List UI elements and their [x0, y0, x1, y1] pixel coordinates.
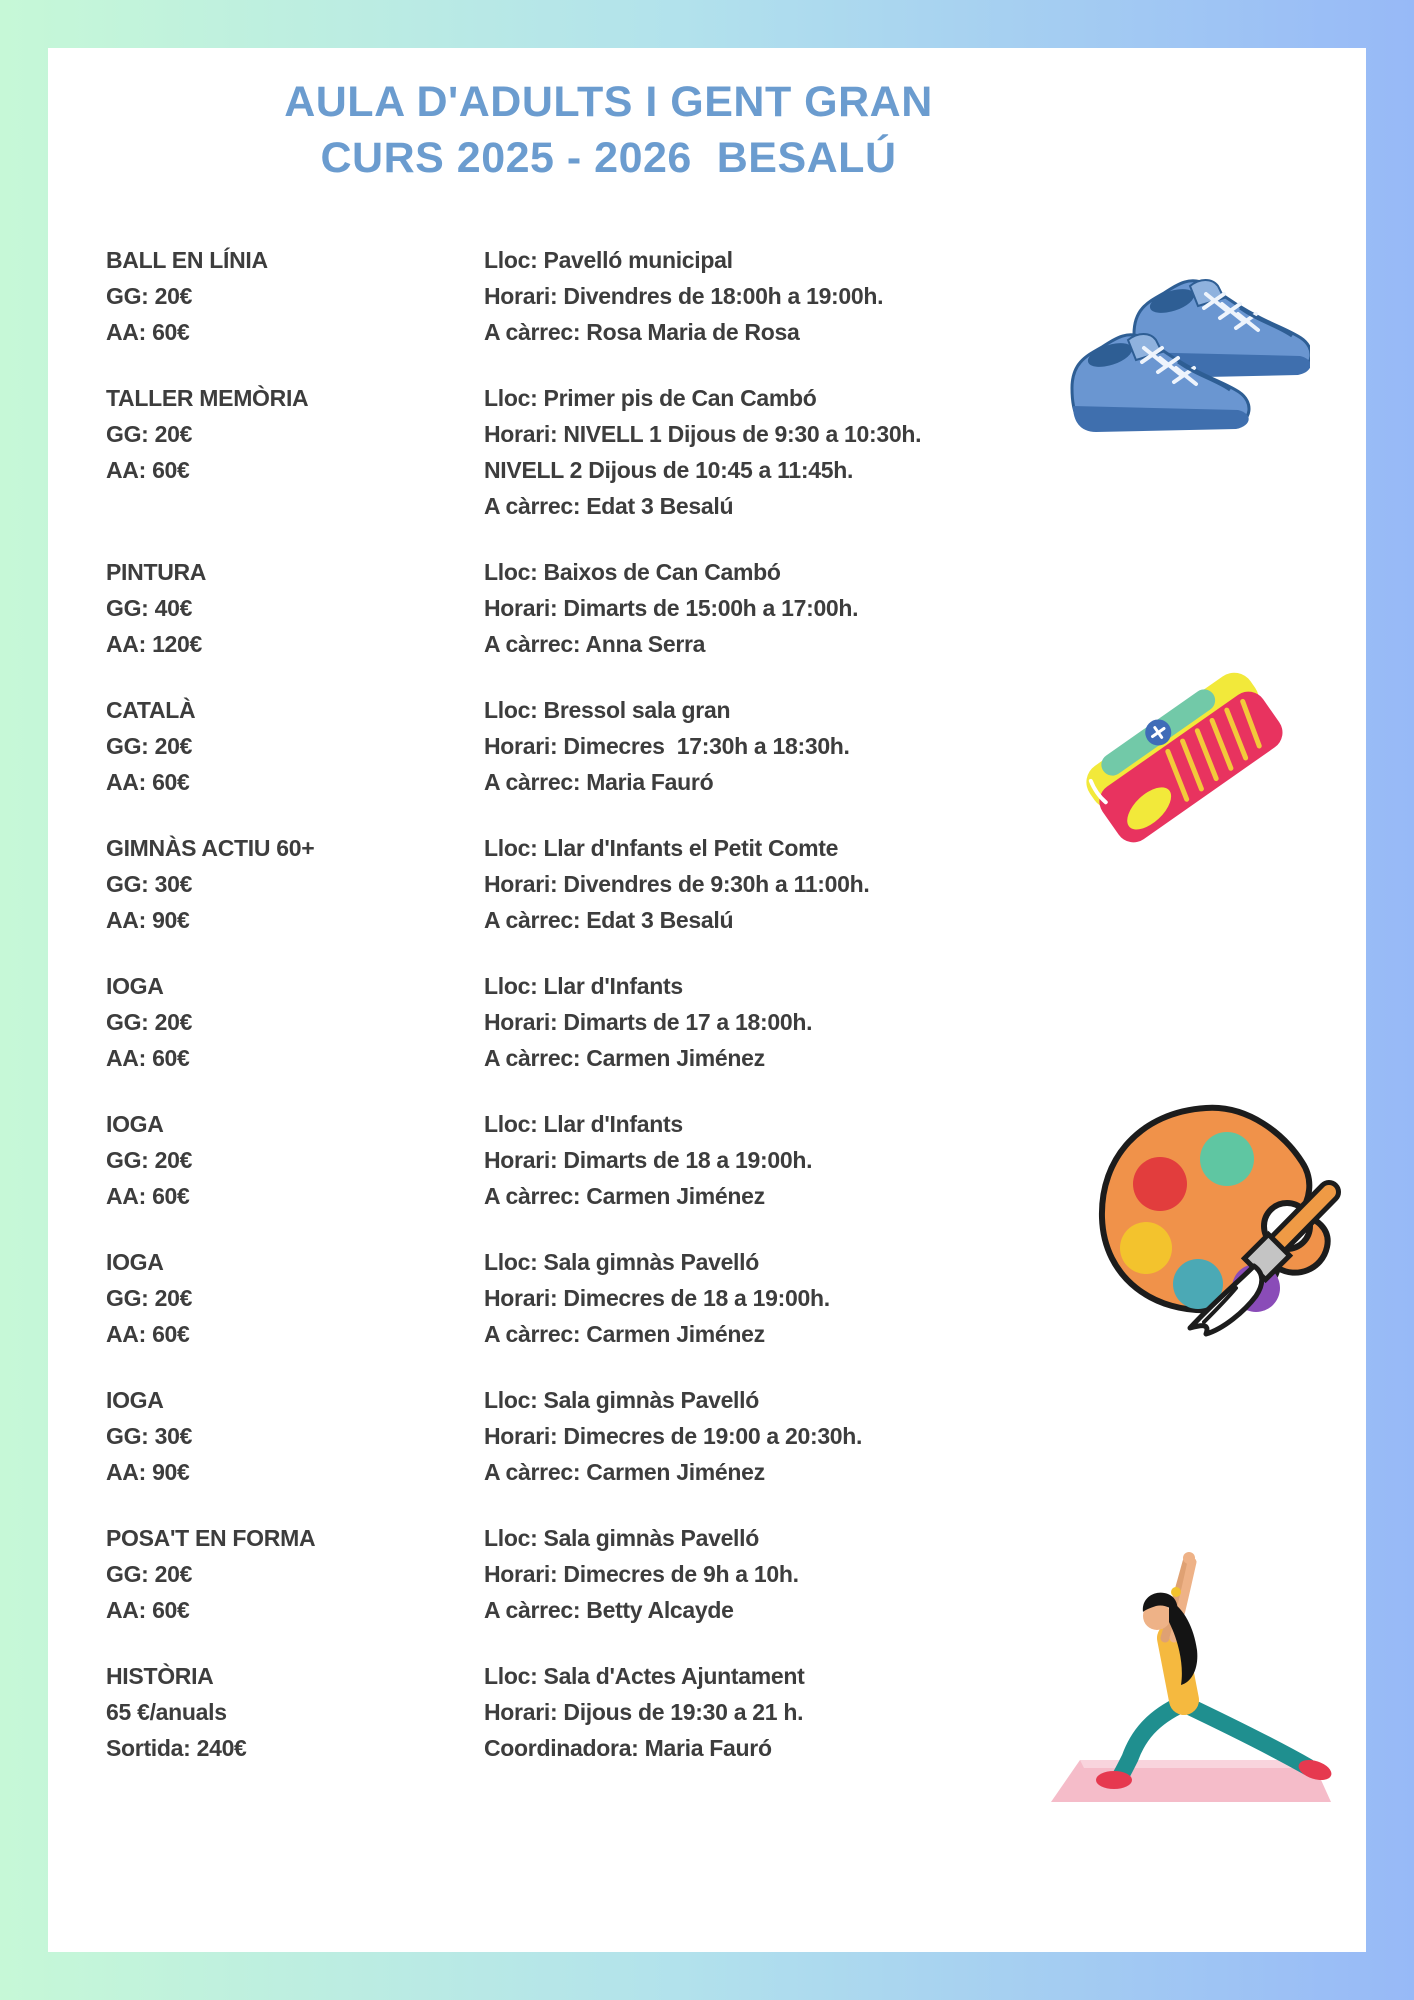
- course-detail: Horari: Dimarts de 15:00h a 17:00h.: [484, 595, 859, 621]
- course-detail: Lloc: Sala gimnàs Pavelló: [484, 1525, 759, 1551]
- course-name: IOGA: [106, 1111, 164, 1137]
- flyer-header: [106, 74, 1111, 186]
- course-name: TALLER MEMÒRIA: [106, 385, 309, 411]
- course-block: [106, 1106, 1116, 1214]
- course-price: AA: 60€: [106, 769, 190, 795]
- sneakers-illustration: [1058, 266, 1310, 448]
- course-detail: Horari: Divendres de 9:30h a 11:00h.: [484, 871, 870, 897]
- course-details: [484, 830, 1084, 938]
- course-left-column: [106, 242, 484, 350]
- course-details: [484, 968, 1084, 1076]
- course-block: [106, 554, 1116, 662]
- course-price: AA: 60€: [106, 319, 190, 345]
- sharpener-illustration: [1080, 668, 1305, 863]
- course-detail: A càrrec: Carmen Jiménez: [484, 1183, 765, 1209]
- course-details: [484, 1658, 1084, 1766]
- course-block: [106, 380, 1116, 524]
- course-details: [484, 1244, 1084, 1352]
- course-block: [106, 242, 1116, 350]
- course-price: GG: 20€: [106, 421, 193, 447]
- course-price: GG: 30€: [106, 1423, 193, 1449]
- course-price: GG: 20€: [106, 1147, 193, 1173]
- course-name: GIMNÀS ACTIU 60+: [106, 835, 315, 861]
- course-price: GG: 20€: [106, 1561, 193, 1587]
- course-detail: Horari: Dimecres 17:30h a 18:30h.: [484, 733, 850, 759]
- course-details: [484, 1106, 1084, 1214]
- course-price: AA: 60€: [106, 1597, 190, 1623]
- course-price: GG: 20€: [106, 733, 193, 759]
- course-left-column: [106, 692, 484, 800]
- course-price: Sortida: 240€: [106, 1735, 247, 1761]
- course-list: [106, 242, 1116, 1766]
- course-left-column: [106, 1106, 484, 1214]
- course-details: [484, 554, 1084, 662]
- course-detail: Horari: Dimarts de 18 a 19:00h.: [484, 1147, 813, 1173]
- course-block: [106, 1658, 1116, 1766]
- course-details: [484, 380, 1084, 524]
- course-name: CATALÀ: [106, 697, 196, 723]
- course-block: [106, 830, 1116, 938]
- palette-illustration: [1086, 1096, 1344, 1338]
- course-detail: Horari: Dimecres de 18 a 19:00h.: [484, 1285, 830, 1311]
- yoga-illustration: [1026, 1546, 1356, 1808]
- course-detail: A càrrec: Edat 3 Besalú: [484, 493, 734, 519]
- course-detail: Coordinadora: Maria Fauró: [484, 1735, 772, 1761]
- course-name: BALL EN LÍNIA: [106, 247, 268, 273]
- course-price: AA: 60€: [106, 457, 190, 483]
- course-price: AA: 60€: [106, 1045, 190, 1071]
- course-price: GG: 20€: [106, 283, 193, 309]
- course-detail: Horari: Divendres de 18:00h a 19:00h.: [484, 283, 884, 309]
- course-detail: A càrrec: Betty Alcayde: [484, 1597, 734, 1623]
- course-detail: Lloc: Baixos de Can Cambó: [484, 559, 781, 585]
- course-price: AA: 60€: [106, 1183, 190, 1209]
- course-left-column: [106, 380, 484, 524]
- course-price: 65 €/anuals: [106, 1699, 227, 1725]
- course-details: [484, 1520, 1084, 1628]
- course-block: [106, 692, 1116, 800]
- title-line-2: CURS 2025 - 2026 BESALÚ: [320, 134, 897, 182]
- course-price: AA: 90€: [106, 1459, 190, 1485]
- course-name: HISTÒRIA: [106, 1663, 214, 1689]
- course-detail: A càrrec: Carmen Jiménez: [484, 1045, 765, 1071]
- course-details: [484, 692, 1084, 800]
- course-block: [106, 1244, 1116, 1352]
- course-left-column: [106, 1658, 484, 1766]
- course-price: GG: 30€: [106, 871, 193, 897]
- course-detail: A càrrec: Edat 3 Besalú: [484, 907, 734, 933]
- course-detail: Lloc: Llar d'Infants el Petit Comte: [484, 835, 839, 861]
- course-detail: Horari: Dimecres de 9h a 10h.: [484, 1561, 799, 1587]
- course-left-column: [106, 1520, 484, 1628]
- course-left-column: [106, 1382, 484, 1490]
- course-price: AA: 120€: [106, 631, 203, 657]
- course-detail: Lloc: Llar d'Infants: [484, 1111, 683, 1137]
- flyer-page: [48, 48, 1366, 1952]
- course-name: IOGA: [106, 1249, 164, 1275]
- course-detail: NIVELL 2 Dijous de 10:45 a 11:45h.: [484, 457, 854, 483]
- course-name: IOGA: [106, 973, 164, 999]
- course-block: [106, 1520, 1116, 1628]
- course-detail: Lloc: Sala d'Actes Ajuntament: [484, 1663, 805, 1689]
- course-price: AA: 90€: [106, 907, 190, 933]
- course-left-column: [106, 1244, 484, 1352]
- course-left-column: [106, 554, 484, 662]
- course-detail: Lloc: Pavelló municipal: [484, 247, 733, 273]
- course-price: AA: 60€: [106, 1321, 190, 1347]
- course-detail: A càrrec: Rosa Maria de Rosa: [484, 319, 800, 345]
- course-details: [484, 242, 1084, 350]
- course-block: [106, 1382, 1116, 1490]
- course-name: IOGA: [106, 1387, 164, 1413]
- course-price: GG: 40€: [106, 595, 193, 621]
- course-detail: A càrrec: Maria Fauró: [484, 769, 714, 795]
- course-detail: Horari: Dimarts de 17 a 18:00h.: [484, 1009, 813, 1035]
- course-detail: Horari: Dimecres de 19:00 a 20:30h.: [484, 1423, 863, 1449]
- course-detail: A càrrec: Anna Serra: [484, 631, 706, 657]
- course-price: GG: 20€: [106, 1285, 193, 1311]
- course-detail: Horari: Dijous de 19:30 a 21 h.: [484, 1699, 804, 1725]
- course-left-column: [106, 968, 484, 1076]
- course-detail: Lloc: Primer pis de Can Cambó: [484, 385, 817, 411]
- course-price: GG: 20€: [106, 1009, 193, 1035]
- course-detail: Lloc: Sala gimnàs Pavelló: [484, 1387, 759, 1413]
- title-line-1: AULA D'ADULTS I GENT GRAN: [284, 78, 933, 126]
- course-details: [484, 1382, 1084, 1490]
- course-detail: Horari: NIVELL 1 Dijous de 9:30 a 10:30h.: [484, 421, 922, 447]
- course-block: [106, 968, 1116, 1076]
- course-detail: A càrrec: Carmen Jiménez: [484, 1459, 765, 1485]
- course-name: POSA'T EN FORMA: [106, 1525, 316, 1551]
- course-left-column: [106, 830, 484, 938]
- course-detail: Lloc: Sala gimnàs Pavelló: [484, 1249, 759, 1275]
- course-detail: Lloc: Bressol sala gran: [484, 697, 731, 723]
- course-name: PINTURA: [106, 559, 207, 585]
- course-detail: Lloc: Llar d'Infants: [484, 973, 683, 999]
- course-detail: A càrrec: Carmen Jiménez: [484, 1321, 765, 1347]
